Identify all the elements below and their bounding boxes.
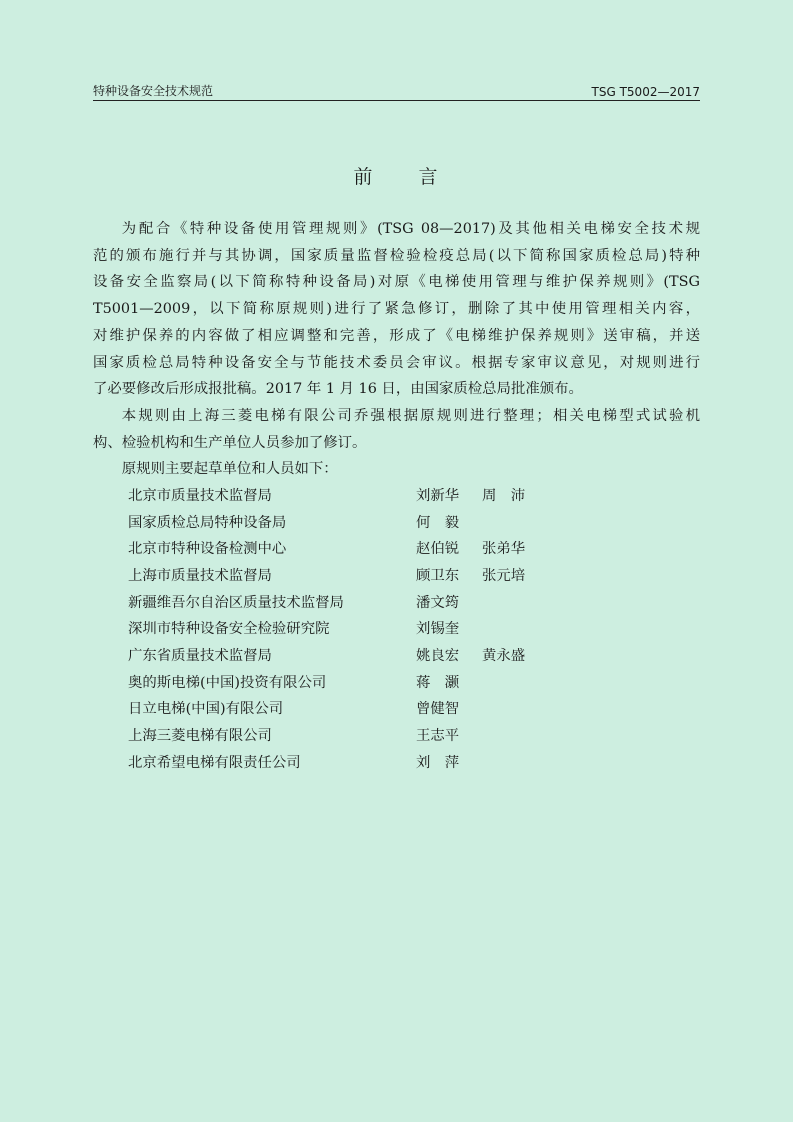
drafter-row — [128, 614, 688, 641]
page-title — [0, 162, 793, 189]
title-char-1: 前 — [353, 166, 375, 188]
drafter-org: 奥的斯电梯(中国)投资有限公司 — [128, 674, 327, 691]
drafter-name: 姚良宏 — [416, 647, 460, 664]
drafter-org: 日立电梯(中国)有限公司 — [128, 701, 284, 718]
header-rule — [93, 100, 700, 101]
text-line: 了必要修改后形成报批稿。2017 年 1 月 16 日，由国家质检总局批准颁布。 — [93, 381, 583, 398]
drafter-name: 周 沛 — [482, 487, 526, 504]
drafter-org: 上海三菱电梯有限公司 — [128, 728, 272, 745]
drafter-names — [416, 617, 482, 638]
text-line: 构、检验机构和生产单位人员参加了修订。 — [93, 434, 367, 451]
drafter-row — [128, 641, 688, 668]
drafter-row — [128, 721, 688, 748]
drafter-row — [128, 748, 688, 775]
drafter-row — [128, 481, 688, 508]
paragraph-2 — [93, 403, 700, 456]
drafter-org: 北京市特种设备检测中心 — [128, 541, 287, 558]
text-line: 为配合《特种设备使用管理规则》(TSG 08—2017)及其他相关电梯安全技术规 — [121, 221, 700, 237]
text-line: 本规则由上海三菱电梯有限公司乔强根据原规则进行整理；相关电梯型式试验机 — [121, 407, 700, 424]
drafter-names — [416, 724, 482, 745]
drafter-names — [416, 697, 482, 718]
drafter-row — [128, 561, 688, 588]
drafter-name: 刘新华 — [416, 487, 460, 504]
paragraph-3 — [93, 456, 700, 483]
text-line: 对维护保养的内容做了相应调整和完善，形成了《电梯维护保养规则》送审稿，并送 — [93, 327, 700, 344]
drafter-name: 王志平 — [416, 728, 460, 745]
title-char-2: 言 — [418, 166, 440, 188]
text-line: T5001—2009，以下简称原规则)进行了紧急修订，删除了其中使用管理相关内容， — [93, 301, 700, 318]
header-right: TSG T5002—2017 — [591, 85, 700, 99]
running-header — [93, 81, 700, 99]
paragraph-1 — [93, 216, 700, 403]
drafter-names — [416, 484, 548, 505]
drafter-names — [416, 671, 482, 692]
body-text — [93, 216, 700, 483]
drafter-name: 张元培 — [482, 567, 526, 584]
text-line: 设备安全监察局(以下简称特种设备局)对原《电梯使用管理与维护保养规则》(TSG — [93, 274, 700, 291]
drafter-row — [128, 588, 688, 615]
drafter-org: 广东省质量技术监督局 — [128, 647, 272, 664]
paragraph-3-line: 原规则主要起草单位和人员如下： — [121, 461, 338, 478]
drafter-names — [416, 511, 482, 532]
drafter-org: 上海市质量技术监督局 — [128, 567, 272, 584]
drafter-row — [128, 668, 688, 695]
drafter-names — [416, 751, 482, 772]
drafter-org: 国家质检总局特种设备局 — [128, 514, 287, 531]
drafter-name: 潘文筠 — [416, 594, 460, 611]
drafter-name: 蒋 灏 — [416, 674, 460, 691]
drafter-name: 张弟华 — [482, 541, 526, 558]
drafter-org: 深圳市特种设备安全检验研究院 — [128, 621, 330, 638]
drafter-name: 何 毅 — [416, 514, 460, 531]
header-left: 特种设备安全技术规范 — [93, 84, 214, 98]
drafter-name: 黄永盛 — [482, 647, 526, 664]
drafter-row — [128, 534, 688, 561]
drafter-names — [416, 644, 548, 665]
text-line: 范的颁布施行并与其协调，国家质量监督检验检疫总局(以下简称国家质检总局)特种 — [93, 247, 700, 264]
drafter-name: 刘 萍 — [416, 754, 460, 771]
drafter-names — [416, 564, 548, 585]
drafter-names — [416, 591, 482, 612]
drafter-row — [128, 695, 688, 722]
drafter-org: 北京希望电梯有限责任公司 — [128, 754, 301, 771]
drafter-name: 刘锡奎 — [416, 621, 460, 638]
drafter-list — [128, 481, 688, 775]
drafter-org: 北京市质量技术监督局 — [128, 487, 272, 504]
drafter-name: 曾健智 — [416, 701, 460, 718]
text-line: 国家质检总局特种设备安全与节能技术委员会审议。根据专家审议意见，对规则进行 — [93, 354, 700, 371]
drafter-name: 顾卫东 — [416, 567, 460, 584]
drafter-name: 赵伯锐 — [416, 541, 460, 558]
drafter-names — [416, 537, 548, 558]
drafter-row — [128, 508, 688, 535]
drafter-org: 新疆维吾尔自治区质量技术监督局 — [128, 594, 344, 611]
